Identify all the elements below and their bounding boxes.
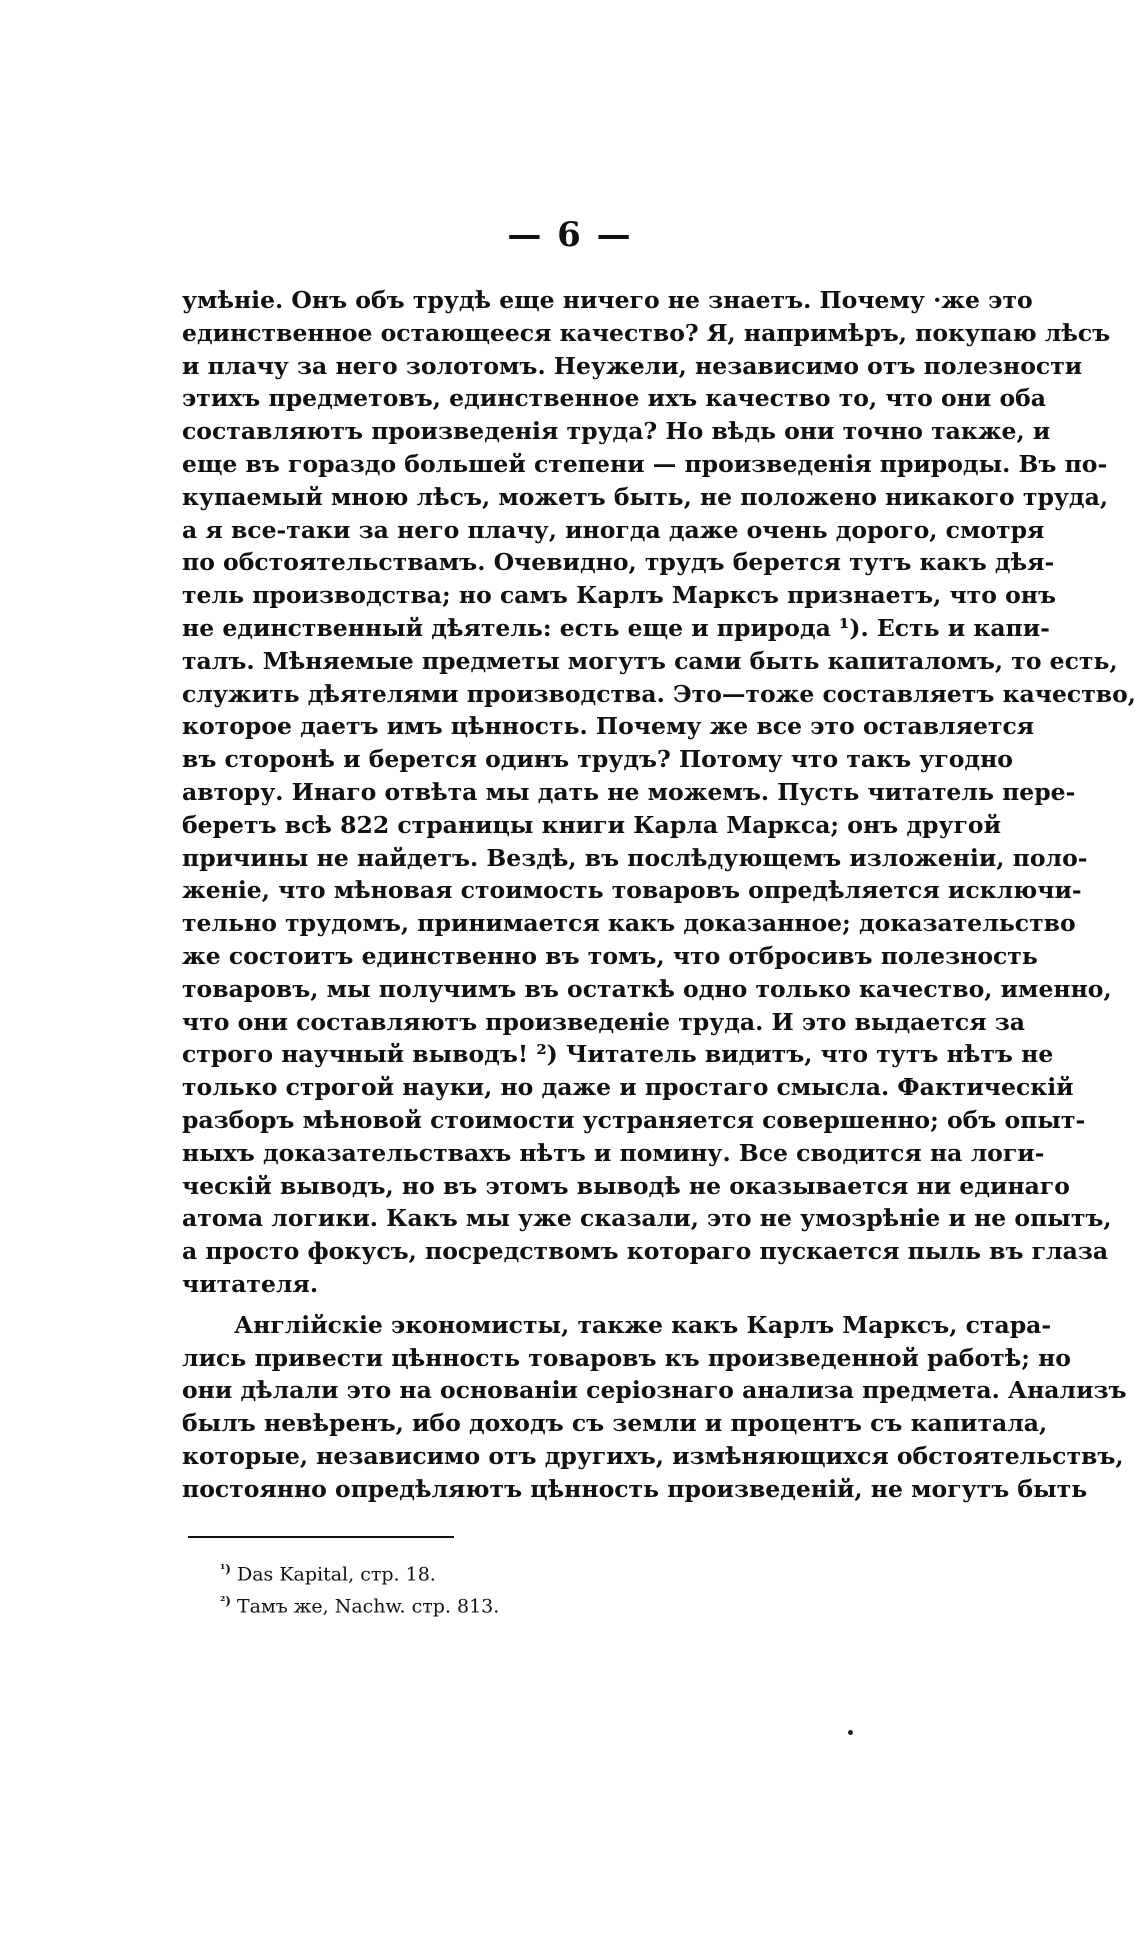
text-line: служить дѣятелями производства. Это—тоже составляетъ качество,	[182, 679, 1136, 708]
text-line: тельно трудомъ, принимается какъ доказанное; доказательство	[182, 909, 1076, 938]
text-line: атома логики. Какъ мы уже сказали, это не умозрѣніе и не опытъ,	[182, 1204, 1112, 1233]
text-line: былъ невѣренъ, ибо доходъ съ земли и процентъ съ капитала,	[182, 1409, 1048, 1438]
text-line: лись привести цѣнность товаровъ къ произведенной работѣ; но	[182, 1343, 1071, 1372]
text-line: еще въ гораздо большей степени — произведенія природы. Въ по-	[182, 449, 1108, 478]
footnote-divider	[188, 1536, 454, 1538]
text-line: читателя.	[182, 1269, 319, 1298]
text-line: автору. Инаго отвѣта мы дать не можемъ. Пусть читатель пере-	[182, 777, 1076, 806]
text-line: же состоитъ единственно въ томъ, что отбросивъ полезность	[182, 941, 1038, 970]
text-line: и плачу за него золотомъ. Неужели, независимо отъ полезности	[182, 351, 1083, 380]
body-text	[182, 284, 1136, 1505]
footnote-text: Das Kapital, стр. 18.	[236, 1563, 436, 1586]
paragraph-gap	[182, 1301, 970, 1309]
text-line: а просто фокусъ, посредствомъ котораго пускается пыль въ глаза	[182, 1237, 1109, 1266]
text-line: женіе, что мѣновая стоимость товаровъ опредѣляется исключи-	[182, 876, 1082, 905]
text-line: составляютъ произведенія труда? Но вѣдь они точно также, и	[182, 417, 1051, 446]
text-line: въ сторонѣ и берется одинъ трудъ? Потому что такъ угодно	[182, 745, 1013, 774]
text-line: Англійскіе экономисты, также какъ Карлъ Марксъ, стара-	[234, 1310, 1052, 1339]
text-line: причины не найдетъ. Вездѣ, въ послѣдующемъ изложеніи, поло-	[182, 843, 1088, 872]
text-line: постоянно опредѣляютъ цѣнность произведеній, не могутъ быть	[182, 1474, 1088, 1503]
footnote-mark: ²)	[220, 1594, 231, 1609]
text-line: беретъ всѣ 822 страницы книги Карла Маркса; онъ другой	[182, 810, 1002, 839]
footnote-text: Тамъ же, Nachw. стр. 813.	[236, 1595, 500, 1618]
text-line: этихъ предметовъ, единственное ихъ качество то, что они оба	[182, 384, 1047, 413]
paragraph-2	[182, 1309, 1127, 1506]
text-line: ныхъ доказательствахъ нѣтъ и помину. Все сводится на логи-	[182, 1138, 1045, 1167]
text-line: только строгой науки, но даже и простаго смысла. Фактическій	[182, 1073, 1074, 1102]
text-line: единственное остающееся качество? Я, напримѣръ, покупаю лѣсъ	[182, 318, 1111, 347]
ink-speck	[848, 1730, 853, 1735]
footnote-1	[220, 1556, 499, 1588]
footnote-mark: ¹)	[220, 1562, 231, 1576]
text-line: они дѣлали это на основаніи серіознаго анализа предмета. Анализъ	[182, 1376, 1127, 1405]
page-number: — 6 —	[507, 215, 633, 255]
text-line: которые, независимо отъ другихъ, измѣняющихся обстоятельствъ,	[182, 1441, 1124, 1470]
text-line: которое даетъ имъ цѣнность. Почему же все это оставляется	[182, 712, 1035, 741]
text-line: строго научный выводъ! ²) Читатель видитъ, что тутъ нѣтъ не	[182, 1040, 1054, 1069]
text-line: не единственный дѣятель: есть еще и природа ¹). Есть и капи-	[182, 613, 1050, 642]
text-line: купаемый мною лѣсъ, можетъ быть, не положено никакого труда,	[182, 482, 1109, 511]
text-line: умѣніе. Онъ объ трудѣ еще ничего не знаетъ. Почему ·же это	[182, 286, 1033, 314]
text-line: разборъ мѣновой стоимости устраняется совершенно; объ опыт-	[182, 1105, 1086, 1134]
text-line: товаровъ, мы получимъ въ остаткѣ одно только качество, именно,	[182, 974, 1112, 1003]
text-line: талъ. Мѣняемые предметы могутъ сами быть капиталомъ, то есть,	[182, 646, 1118, 675]
paragraph-1	[182, 284, 1136, 1301]
text-line: а я все-таки за него плачу, иногда даже очень дорого, смотря	[182, 515, 1045, 544]
text-line: по обстоятельствамъ. Очевидно, трудъ берется тутъ какъ дѣя-	[182, 548, 1055, 577]
footnotes	[220, 1556, 499, 1621]
text-line: что они составляютъ произведеніе труда. И это выдается за	[182, 1007, 1025, 1036]
text-line: тель производства; но самъ Карлъ Марксъ признаетъ, что онъ	[182, 581, 1056, 610]
footnote-2	[220, 1588, 499, 1620]
text-line: ческій выводъ, но въ этомъ выводѣ не оказывается ни единаго	[182, 1171, 1070, 1200]
